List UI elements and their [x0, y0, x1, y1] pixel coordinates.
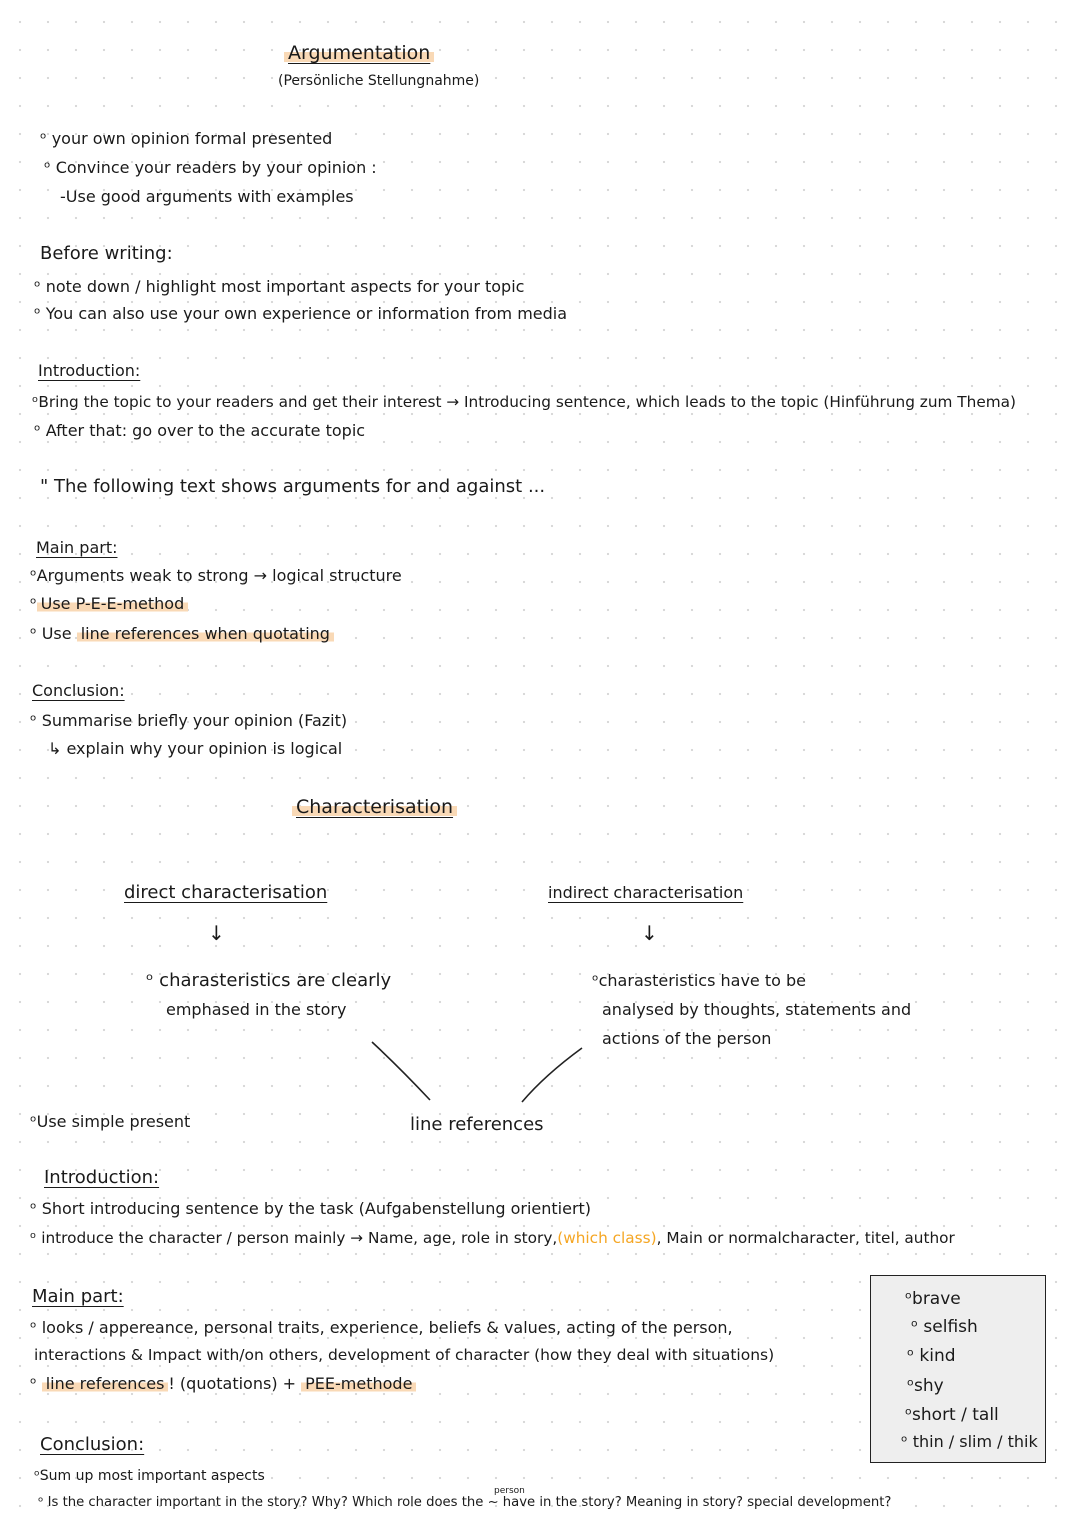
line-references-highlight: line references: [42, 1374, 169, 1393]
person-annotation: person: [494, 1486, 525, 1496]
trait-item: ᵒshort / tall: [905, 1405, 999, 1425]
down-arrow-icon: ↓: [208, 921, 225, 945]
intro-quote: " The following text shows arguments for and against ...: [40, 476, 546, 497]
before-writing-item: ᵒ note down / highlight most important aspects for your topic: [34, 277, 525, 296]
indirect-text: analysed by thoughts, statements and: [602, 1000, 912, 1019]
char-intro-heading: Introduction:: [44, 1167, 160, 1188]
char-main-item: ᵒ line references ! (quotations) + PEE-methode: [30, 1373, 416, 1395]
char-conclusion-item: ᵒ Is the character important in the story? Why? Which role does the ~ have in the story? Meaning in story? special development?: [38, 1495, 892, 1510]
argumentation-bullet: -Use good arguments with examples: [60, 187, 354, 206]
line-references-highlight: line references when quotating: [77, 624, 334, 643]
char-conclusion-item: ᵒSum up most important aspects: [34, 1468, 265, 1484]
direct-heading: direct characterisation: [124, 882, 328, 903]
line-references-label: line references: [410, 1114, 544, 1135]
direct-text: emphased in the story: [166, 1000, 347, 1019]
trait-item: ᵒshy: [907, 1376, 944, 1396]
intro-item: ᵒBring the topic to your readers and get their interest → Introducing sentence, which leads to the topic (Hinführung zum Thema): [32, 393, 1016, 411]
intro-heading: Introduction:: [38, 361, 141, 380]
argumentation-title: Argumentation: [284, 42, 434, 64]
conclusion-item: ↳ explain why your opinion is logical: [48, 739, 343, 758]
main-part-item: ᵒ Use P-E-E-method: [30, 593, 188, 615]
conclusion-item: ᵒ Summarise briefly your opinion (Fazit): [30, 711, 348, 730]
argumentation-bullet: ᵒ your own opinion formal presented: [40, 129, 333, 148]
char-intro-item: ᵒ Short introducing sentence by the task (Aufgabenstellung orientiert): [30, 1199, 592, 1218]
simple-present-note: ᵒUse simple present: [30, 1112, 191, 1131]
char-main-item: ᵒ looks / appereance, personal traits, experience, beliefs & values, acting of the person,: [30, 1318, 733, 1337]
trait-item: ᵒ kind: [907, 1346, 956, 1366]
main-part-item: ᵒ Use line references when quotating: [30, 623, 334, 645]
traits-box: [870, 1275, 1046, 1463]
main-part-heading: Main part:: [36, 538, 118, 557]
right-connector-line: [522, 1048, 582, 1102]
down-arrow-icon: ↓: [641, 921, 658, 945]
characterisation-title: Characterisation: [292, 796, 457, 818]
trait-item: ᵒ selfish: [911, 1317, 978, 1337]
conclusion-heading: Conclusion:: [32, 681, 125, 700]
intro-item: ᵒ After that: go over to the accurate topic: [34, 421, 366, 440]
argumentation-bullet: ᵒ Convince your readers by your opinion :: [44, 158, 377, 177]
before-writing-item: ᵒ You can also use your own experience or information from media: [34, 304, 568, 323]
pee-methode-highlight: PEE-methode: [301, 1374, 416, 1393]
left-connector-line: [372, 1042, 430, 1100]
char-main-item: interactions & Impact with/on others, development of character (how they deal with situations): [34, 1346, 775, 1364]
indirect-text: ᵒcharasteristics have to be: [592, 971, 806, 990]
argumentation-subtitle: (Persönliche Stellungnahme): [278, 73, 480, 89]
direct-text: ᵒ charasteristics are clearly: [146, 970, 392, 991]
indirect-heading: indirect characterisation: [548, 883, 744, 902]
char-conclusion-heading: Conclusion:: [40, 1434, 145, 1455]
char-intro-item: ᵒ introduce the character / person mainly → Name, age, role in story,(which class), Main or normalcharacter, titel, author: [30, 1229, 955, 1247]
indirect-text: actions of the person: [602, 1029, 772, 1048]
pee-method-highlight: Use P-E-E-method: [37, 594, 189, 613]
which-class-note: (which class): [557, 1229, 657, 1247]
trait-item: ᵒbrave: [905, 1289, 961, 1309]
main-part-item: ᵒArguments weak to strong → logical structure: [30, 566, 402, 585]
char-main-heading: Main part:: [32, 1286, 124, 1307]
trait-item: ᵒ thin / slim / thik: [901, 1432, 1038, 1451]
before-writing-heading: Before writing:: [40, 243, 173, 264]
